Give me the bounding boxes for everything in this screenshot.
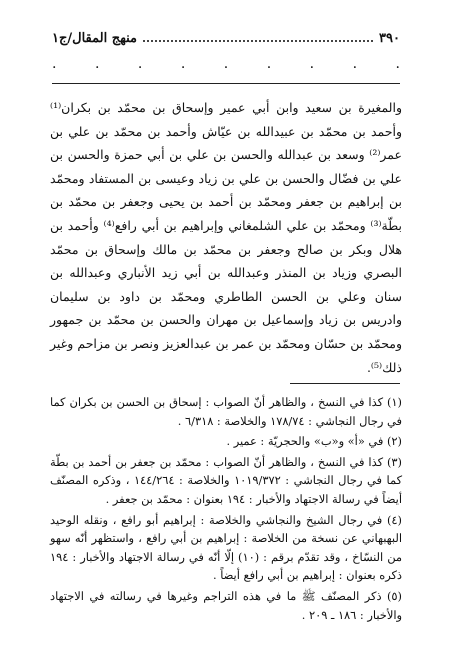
footnote-3: (٣) كذا في النسخ ، والظاهر أنّ الصواب : محمّد بن جعفر بن أحمد بن بطّة كما في رجال النجاشي : ١٠١٩/٣٧٢ والخلاصة : ١٤٤/٢٦٤ ، وذكره المصنّف أيضاً في رسالة الاجتهاد والأخبار : ١٩٤ بعنوان : محمّد بن جعفر . (50, 454, 402, 506)
header-dot-leader (143, 30, 373, 42)
separator-dot: . (223, 56, 229, 72)
separator-dot: . (52, 56, 57, 72)
footnote-rule (290, 383, 400, 384)
footnote-5: (٥) ذكر المصنّف ﷺ ما في هذه التراجم وغيرها في رسالته في الاجتهاد والأخبار : ١٨٦ ـ ٢٠٩ . (50, 588, 402, 622)
main-paragraph: والمغيرة بن سعيد وابن أبي عمير وإسحاق بن محمّد بن بكران⁽¹⁾ وأحمد بن محمّد بن عبيدالله بن عيّاش وأحمد بن محمّد بن علي بن عمر⁽²⁾ وسعد بن عبدالله والحسن بن علي بن أبي حمزة والحسن بن علي بن فضّال والحسن بن علي بن زياد وعيسى بن المستفاد ومحمّد بن إبراهيم بن جعفر ومحمّد بن أحمد بن يحيى وجعفر بن محمّد بن بطّة⁽³⁾ ومحمّد بن علي الشلمغاني وإبراهيم بن أبي رافع⁽⁴⁾ وأحمد بن هلال وبكر بن صالح وجعفر بن محمّد بن مالك وإسحاق بن محمّد البصري وزياد بن المنذر وعبدالله بن أبي زيد الأنباري وعبدالله بن سنان وعلي بن الحسن الطاطري ومحمّد بن داود بن سليمان وادريس بن زياد وإسماعيل بن مهران والحسن بن محمّد بن جمهور ومحمّد بن حسّان ومحمّد بن عمر بن عبدالعزيز ونصر بن مزاحم وغير ذلك⁽⁵⁾. (50, 100, 402, 375)
footnote-4: (٤) في رجال الشيخ والنجاشي والخلاصة : إبراهيم أبو رافع ، ونقله الوحيد البهبهاني عن نسخة من الخلاصة : إبراهيم بن أبي رافع ، واستظهر أنّه سهو من النسّاخ ، وقد تقدّم برقم : (١٠) إلّا أنّه في رسالة الاجتهاد والأخبار : ١٩٤ ذكره بعنوان : إبراهيم بن أبي رافع أيضاً . (50, 512, 402, 583)
separator-dot: . (352, 56, 358, 72)
book-title: منهج المقال/ج١ (52, 31, 137, 46)
separator-dot: . (266, 56, 272, 72)
separator-dot: . (309, 56, 315, 72)
separator-dots (52, 56, 400, 72)
header-rule (52, 83, 400, 84)
separator-dot: . (395, 56, 400, 72)
footnote-1: (١) كذا في النسخ ، والظاهر أنّ الصواب : إسحاق بن الحسن بن بكران كما في رجال النجاشي : ١٧٨/٧٤ والخلاصة : ٦/٣١٨ . (50, 395, 402, 428)
separator-dot: . (137, 56, 143, 72)
page-number: ٣٩٠ (379, 31, 400, 46)
page-header (52, 30, 400, 46)
separator-dot: . (180, 56, 186, 72)
main-text (50, 96, 402, 379)
footnotes (50, 393, 402, 626)
footnote-2: (٢) في «أ» و«ب» والحجريّة : عمير . (226, 434, 402, 449)
separator-dot: . (94, 56, 100, 72)
